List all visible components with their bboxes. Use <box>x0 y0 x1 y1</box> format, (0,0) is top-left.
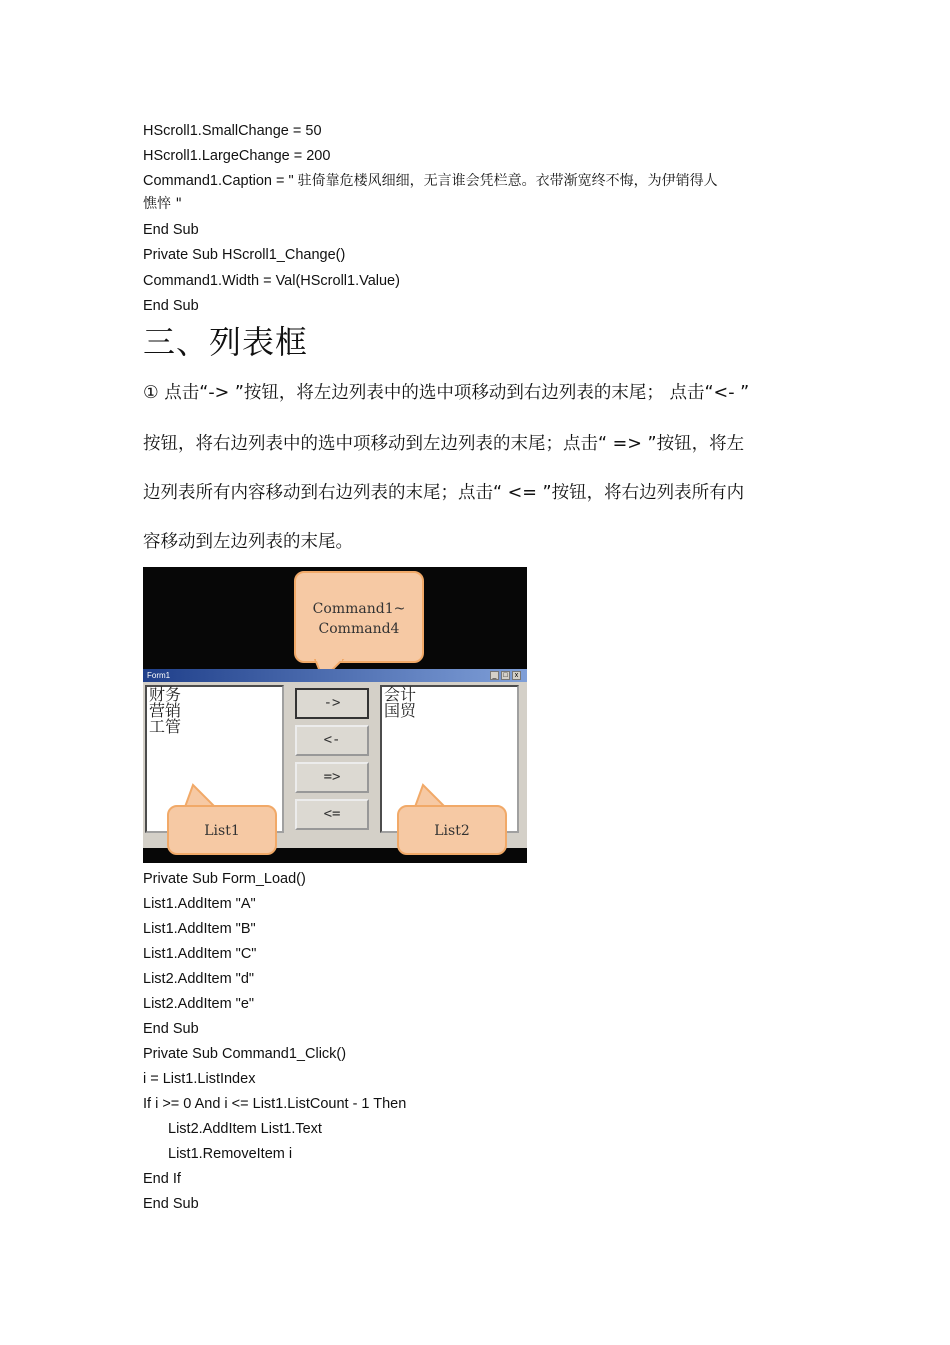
caption-text: 驻倚靠危楼风细细，无言谁会凭栏意。衣带渐宽终不悔，为伊销得人 <box>297 173 718 189</box>
section-heading: 三、列表框 <box>143 323 309 361</box>
callout-text: Command1~ <box>312 601 406 617</box>
list-item[interactable]: 会计 <box>384 685 417 704</box>
callout-text: List1 <box>204 823 240 839</box>
callout-list2 <box>397 805 507 855</box>
code-line: HScroll1.SmallChange = 50 <box>143 123 322 139</box>
list-item[interactable]: 工管 <box>149 717 182 736</box>
code-line: List1.RemoveItem i <box>168 1146 293 1162</box>
code-line: 憔悴 " <box>143 196 182 212</box>
paragraph-line: 按钮，将右边列表中的选中项移动到左边列表的末尾；点击“ => ”按钮，将左 <box>143 434 745 454</box>
code-line: List2.AddItem List1.Text <box>168 1121 322 1137</box>
code-line: List2.AddItem "e" <box>143 996 255 1012</box>
code-line <box>143 173 718 190</box>
paragraph-line: 容移动到左边列表的末尾。 <box>143 532 353 552</box>
code-text: Command1.Caption = " <box>143 173 298 189</box>
window-titlebar <box>143 669 527 682</box>
code-line: End Sub <box>143 1021 199 1037</box>
code-line: Private Sub Form_Load() <box>143 871 306 887</box>
code-line: End Sub <box>143 298 199 314</box>
code-line: End Sub <box>143 222 199 238</box>
code-line: i = List1.ListIndex <box>143 1071 256 1087</box>
move-all-right-button[interactable]: => <box>295 762 369 793</box>
paragraph-line: 边列表所有内容移动到右边列表的末尾；点击“ <= ”按钮，将右边列表所有内 <box>143 483 745 503</box>
move-left-button[interactable]: <- <box>295 725 369 756</box>
code-line: If i >= 0 And i <= List1.ListCount - 1 Then <box>143 1096 407 1112</box>
list-item[interactable]: 国贸 <box>384 701 417 720</box>
code-line: HScroll1.LargeChange = 200 <box>143 148 331 164</box>
code-line: End If <box>143 1171 181 1187</box>
code-line: Command1.Width = Val(HScroll1.Value) <box>143 273 400 289</box>
move-all-left-button[interactable]: <= <box>295 799 369 830</box>
code-line: List1.AddItem "A" <box>143 896 256 912</box>
move-right-button[interactable]: -> <box>295 688 369 719</box>
code-line: End Sub <box>143 1196 199 1212</box>
list-item[interactable]: 财务 <box>149 685 182 704</box>
callout-pointer <box>413 783 453 807</box>
callout-pointer <box>183 783 223 807</box>
callout-text: List2 <box>434 823 470 839</box>
minimize-icon[interactable]: _ <box>490 671 499 680</box>
form-screenshot-figure <box>143 567 527 863</box>
code-line: List1.AddItem "C" <box>143 946 257 962</box>
close-icon[interactable]: x <box>512 671 521 680</box>
code-line: List2.AddItem "d" <box>143 971 255 987</box>
code-line: Private Sub HScroll1_Change() <box>143 247 346 263</box>
list-item[interactable]: 营销 <box>149 701 182 720</box>
callout-commands <box>294 571 424 663</box>
window-title: Form1 <box>147 671 171 680</box>
callout-text: Command4 <box>318 621 400 637</box>
paragraph-line: ① 点击“-> ”按钮，将左边列表中的选中项移动到右边列表的末尾； 点击“<- ” <box>143 383 750 403</box>
callout-list1 <box>167 805 277 855</box>
code-line: Private Sub Command1_Click() <box>143 1046 347 1062</box>
maximize-icon[interactable]: □ <box>501 671 510 680</box>
code-line: List1.AddItem "B" <box>143 921 256 937</box>
